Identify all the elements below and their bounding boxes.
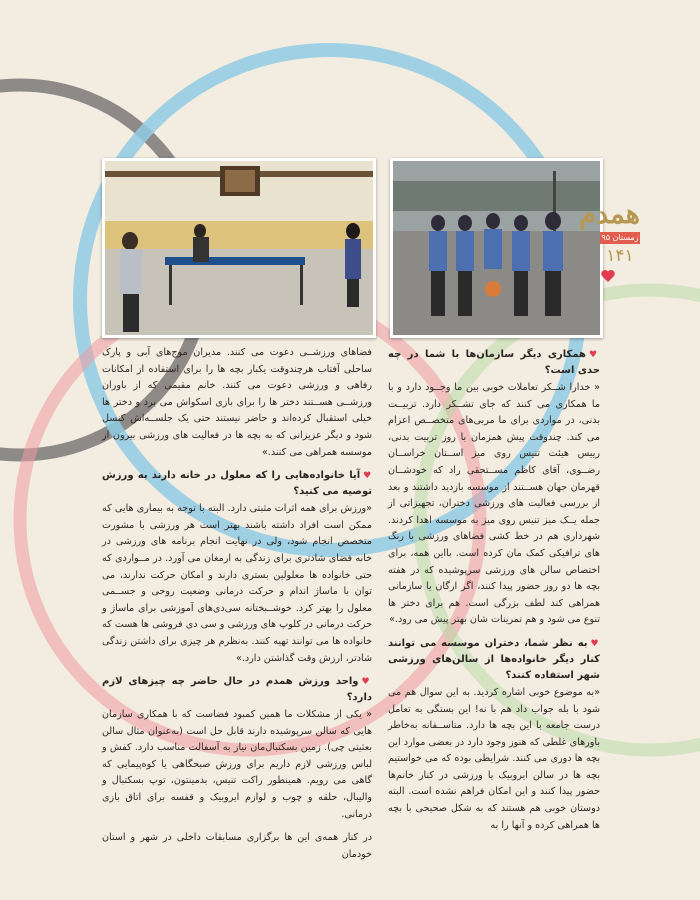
- page-number: ۱۴۱: [606, 246, 634, 266]
- left-text-column: [102, 345, 372, 870]
- answer-paragraph: « خدارا شــکر تعاملات خوبی بین ما وجــود دارد و با ما همکاری می کنند که جای تشــکر دارد. تربیــت بدنی، در مواردی برای ما مربی‌های متخصــص اعزام می کند. چندوقت پیش همزمان با روز تربیت بدنی، رییس هیئت تنیس روی میز اســتان خراســان رضــوی، آقای کاظم مســتحقی راد که خودشــان قهرمان جهان هســتند از موسسه بازدید داشتند و بعد از بررسی فعالیت های ورزشی دختران، تجهیزاتی از جمله یــک میز تنیس روی میز به موسسه اهدا کردند. شهرداری هم در خط کشی فضاهای ورزشی با رنگ های ترافیکی کمک مان کرده است. بااین همه، برای اختصاص سالن های ورزشی سرپوشیده که در هفته بچه ها دو روز حضور پیدا کنند، اگر ارگان یا سازمانی همراهی کند لطف بزرگی است. هم برای دختر ها تنوع می شود و هم تمرینات شان بهتر پیش می رود.»: [388, 382, 600, 626]
- answer-paragraph: فضاهای ورزشــی دعوت می کنند. مدیران موج‌های آبی و پارک ساحلی آفتاب هرچندوقت یکبار بچه ها را برای استفاده از امکانات رفاهی و ورزشی دعوت می کنند. خانم مقیمی که از باوران ورزشــی هســتند دختر ها را برای بازی اسکواش می برد و دختر ها خیلی استقبال کرده‌اند و حاضر نیستند حتی یک جلســه‌اش کنسل شود و دیگر عزیزانی که به بچه ها در فعالیت های ورزشی بیرون از موسسه همراهی می کنند.»: [102, 347, 372, 458]
- answer-paragraph: «ورزش برای همه اثرات مثبتی دارد. البته با توجه به بیماری هایی که ممکن است افراد داشته باشند بهتر است هر ورزشی با مشورت متخصص انجام شود، ولی در نهایت انجام برنامه های ورزشی در خانه فضای شادتری برای زندگی به ارمغان می آورد. در مــواردی که حتی خانواده ها معلولین بستری دارند و امکان حرکت ندارند، می توان با ماساژ اندام و حرکت درمانی وضعیت روحی و جســمی معلول را بهتر کرد. خوشــبختانه سی‌دی‌های آموزشی برای ماساژ و حرکت درمانی در کلوپ های ورزشی و سی دی فروشی ها هست که خانواده ها می توانند تهیه کنند. به‌نظرم هر چیزی برای داشتن زندگی شادتر، ارزش وقت گذاشتن دارد.»: [102, 503, 372, 664]
- question-heading: ♥همکاری دیگر سازمان‌ها با شما در چه حدی است؟: [388, 349, 600, 376]
- answer-paragraph: « یکی از مشکلات ما همین کمبود فضاست که با همکاری سازمان هایی که سالن سرپوشیده دارند قابل حل است (به‌عنوان مثال سالن بعثیتی چی). زمین بسکتبال‌مان نیاز به آسفالت مناسب دارد. کفش و لباس ورزشی لازم داریم برای ورزش صبحگاهی یا کوه‌پیمایی که گاهی می رویم. همینطور راکت تنیس، بدمینتون، توپ بسکتبال و والیبال، حلقه و چوب و لوازم ایروبیک و قفسه برای اتاق بازی درمانی.: [102, 709, 372, 820]
- heart-icon: ♥: [590, 638, 600, 649]
- heart-icon: ♥: [363, 471, 372, 482]
- question-heading: ♥آیا خانواده‌هایی را که معلول در خانه دارند به ورزش توصیه می کنید؟: [102, 470, 372, 498]
- right-text-column: [388, 345, 600, 841]
- issue-season: زمستان ۹۵: [601, 233, 639, 242]
- magazine-logo: همدم: [579, 199, 640, 230]
- table-tennis-hall-photo: [102, 158, 376, 338]
- answer-paragraph: «به موضوع خوبی اشاره کردید. به این سوال هم می شود با بله جواب داد هم با نه! این بستگی به تعامل درست جامعه با این بچه ها دارد. متاســفانه به‌خاطر باورهای غلطی که هنوز وجود دارد در بعضی موارد این بچه ها دوری می کنند. شرایطی بوده که می خواستیم بچه ها در سالن ایروبیک یا ورزشی در کنار خانم‌ها حضور پیدا کنند و این امکان فراهم نشده است. البته دوستان خوبی هم هستند که به شکل صحیحی با بچه ها همراهی کرده و آنها را به: [388, 686, 600, 831]
- heart-icon: [600, 268, 616, 284]
- girls-team-photo: [390, 158, 603, 338]
- heart-icon: ♥: [361, 677, 372, 688]
- answer-paragraph: در کنار همه‌ی این ها برگزاری مسابقات داخلی در شهر و استان خودمان: [102, 832, 372, 860]
- magazine-masthead: [579, 199, 640, 288]
- question-heading: ♥به نظر شما، دختران موسسه می توانند کنار دیگر خانواده‌ها از سالن‌های ورزشی شهر استفاده کنند؟: [388, 637, 600, 681]
- question-heading: ♥واحد ورزش همدم در حال حاضر چه چیزهای لازم دارد؟: [102, 676, 372, 704]
- heart-icon: ♥: [589, 350, 600, 360]
